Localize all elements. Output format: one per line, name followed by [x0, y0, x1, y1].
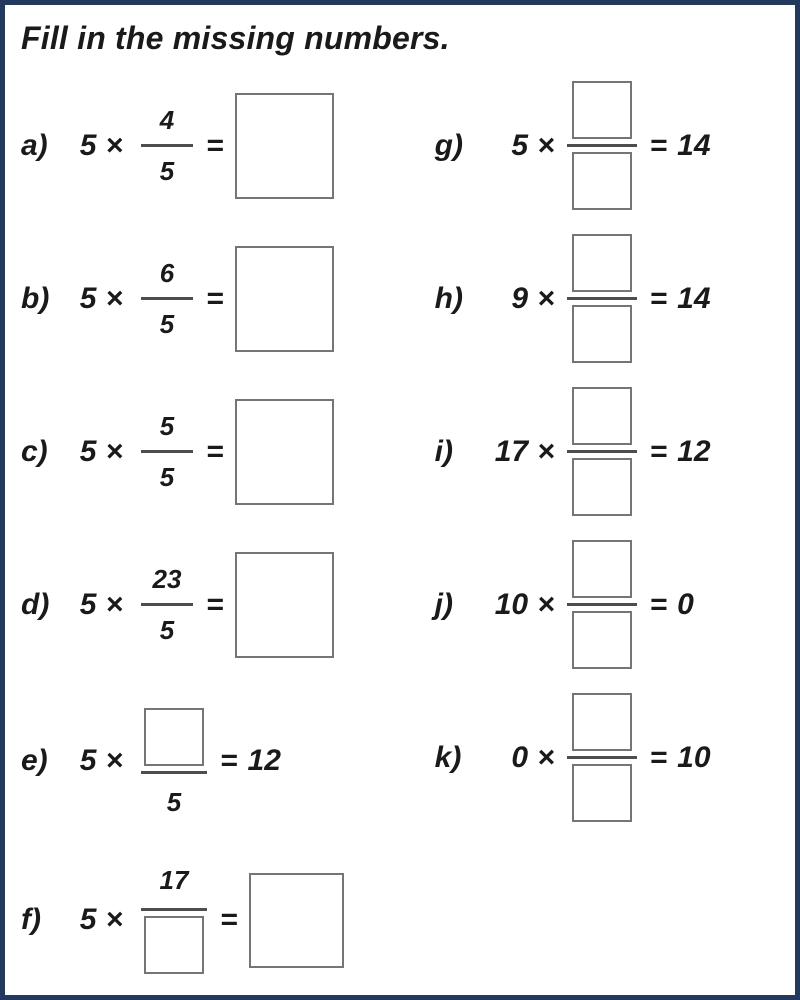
times-symbol: ×	[537, 434, 555, 468]
result: 0	[677, 587, 694, 621]
equals-symbol: =	[649, 281, 668, 315]
times-symbol: ×	[105, 128, 123, 162]
multiplication-expression	[61, 588, 123, 622]
equals-symbol: =	[649, 587, 668, 621]
problem-f	[21, 841, 409, 999]
problem-a	[21, 69, 409, 222]
multiplication-expression	[61, 435, 123, 469]
fraction	[141, 107, 193, 184]
fraction-bar	[567, 144, 637, 147]
fraction	[567, 387, 637, 516]
result: 14	[677, 281, 711, 315]
multiplication-expression	[61, 282, 123, 316]
fraction	[141, 566, 193, 643]
problem-g	[435, 69, 795, 222]
answer-box[interactable]	[235, 399, 334, 505]
numerator-box[interactable]	[144, 708, 204, 766]
fraction-bar	[567, 297, 637, 300]
fraction	[141, 260, 193, 337]
numerator-box[interactable]	[572, 540, 632, 598]
times-symbol: ×	[537, 128, 555, 162]
equals-symbol: =	[649, 434, 668, 468]
result: 14	[677, 128, 711, 162]
fraction	[567, 81, 637, 210]
fraction-bar	[141, 297, 193, 300]
problem-label: f)	[21, 903, 41, 936]
denominator: 5	[159, 462, 175, 492]
problem-label: j)	[434, 587, 453, 621]
numerator-box[interactable]	[572, 234, 632, 292]
equals-symbol: =	[220, 744, 238, 777]
problem-label: d)	[21, 587, 50, 621]
denominator: 5	[159, 309, 175, 339]
multiplication-expression	[479, 129, 555, 163]
problem-label: g)	[434, 128, 463, 162]
worksheet-body	[5, 69, 795, 999]
numerator: 6	[159, 258, 175, 288]
problem-label: a)	[21, 128, 48, 162]
multiplication-expression	[479, 282, 555, 316]
numerator-box[interactable]	[572, 387, 632, 445]
denominator-box[interactable]	[572, 764, 632, 822]
numerator-box[interactable]	[572, 81, 632, 139]
problem-c	[21, 375, 409, 528]
fraction	[567, 693, 637, 822]
equals-symbol: =	[206, 281, 224, 315]
problem-h	[435, 222, 795, 375]
fraction-bar	[141, 771, 207, 774]
problem-label: e)	[21, 744, 48, 777]
problem-d	[21, 528, 409, 681]
result: 12	[247, 744, 281, 777]
result: 10	[677, 740, 711, 774]
numerator-box[interactable]	[572, 693, 632, 751]
problem-e	[21, 681, 409, 841]
fraction	[141, 708, 207, 815]
multiplication-expression	[61, 903, 123, 937]
result: 12	[677, 434, 711, 468]
numerator: 5	[159, 411, 175, 441]
problem-label: k)	[434, 740, 462, 774]
times-symbol: ×	[105, 903, 123, 936]
denominator-box[interactable]	[572, 611, 632, 669]
answer-box[interactable]	[235, 552, 334, 658]
equals-symbol: =	[220, 903, 238, 936]
times-symbol: ×	[537, 740, 555, 774]
denominator: 5	[159, 156, 175, 186]
fraction-bar	[141, 908, 207, 911]
factor: 5	[79, 744, 97, 777]
factor: 5	[79, 434, 97, 468]
times-symbol: ×	[105, 434, 123, 468]
equals-symbol: =	[206, 434, 224, 468]
times-symbol: ×	[537, 281, 555, 315]
equals-symbol: =	[649, 740, 668, 774]
factor: 0	[511, 740, 529, 774]
answer-box[interactable]	[249, 873, 344, 968]
problem-label: c)	[21, 434, 48, 468]
denominator-box[interactable]	[144, 916, 204, 974]
problem-label: b)	[21, 281, 50, 315]
equals-symbol: =	[649, 128, 668, 162]
multiplication-expression	[479, 435, 555, 469]
multiplication-expression	[61, 129, 123, 163]
times-symbol: ×	[105, 744, 123, 777]
factor: 9	[511, 281, 529, 315]
left-column	[21, 69, 409, 999]
multiplication-expression	[61, 744, 123, 778]
multiplication-expression	[479, 588, 555, 622]
denominator-box[interactable]	[572, 458, 632, 516]
fraction	[141, 413, 193, 490]
fraction-bar	[567, 450, 637, 453]
times-symbol: ×	[537, 587, 555, 621]
numerator: 4	[159, 105, 175, 135]
answer-box[interactable]	[235, 246, 334, 352]
factor: 5	[79, 281, 97, 315]
numerator: 23	[152, 564, 182, 594]
denominator-box[interactable]	[572, 305, 632, 363]
fraction	[567, 234, 637, 363]
fraction-bar	[141, 603, 193, 606]
times-symbol: ×	[105, 281, 123, 315]
right-column	[409, 69, 795, 999]
factor: 17	[494, 434, 529, 468]
denominator: 5	[159, 615, 175, 645]
factor: 5	[79, 587, 97, 621]
fraction-bar	[141, 450, 193, 453]
factor: 5	[79, 903, 97, 936]
denominator-box[interactable]	[572, 152, 632, 210]
problem-label: i)	[434, 434, 453, 468]
problem-k	[435, 681, 795, 834]
worksheet-title: Fill in the missing numbers.	[21, 20, 450, 56]
fraction-bar	[141, 144, 193, 147]
problem-i	[435, 375, 795, 528]
numerator: 17	[159, 864, 189, 895]
fraction	[567, 540, 637, 669]
fraction	[141, 864, 207, 974]
fraction-bar	[567, 603, 637, 606]
problem-j	[435, 528, 795, 681]
problem-b	[21, 222, 409, 375]
factor: 5	[511, 128, 529, 162]
equals-symbol: =	[206, 587, 224, 621]
factor: 10	[494, 587, 529, 621]
equals-symbol: =	[206, 128, 224, 162]
multiplication-expression	[479, 741, 555, 775]
denominator: 5	[166, 786, 182, 817]
answer-box[interactable]	[235, 93, 334, 199]
fraction-bar	[567, 756, 637, 759]
factor: 5	[79, 128, 97, 162]
times-symbol: ×	[105, 587, 123, 621]
problem-label: h)	[434, 281, 463, 315]
